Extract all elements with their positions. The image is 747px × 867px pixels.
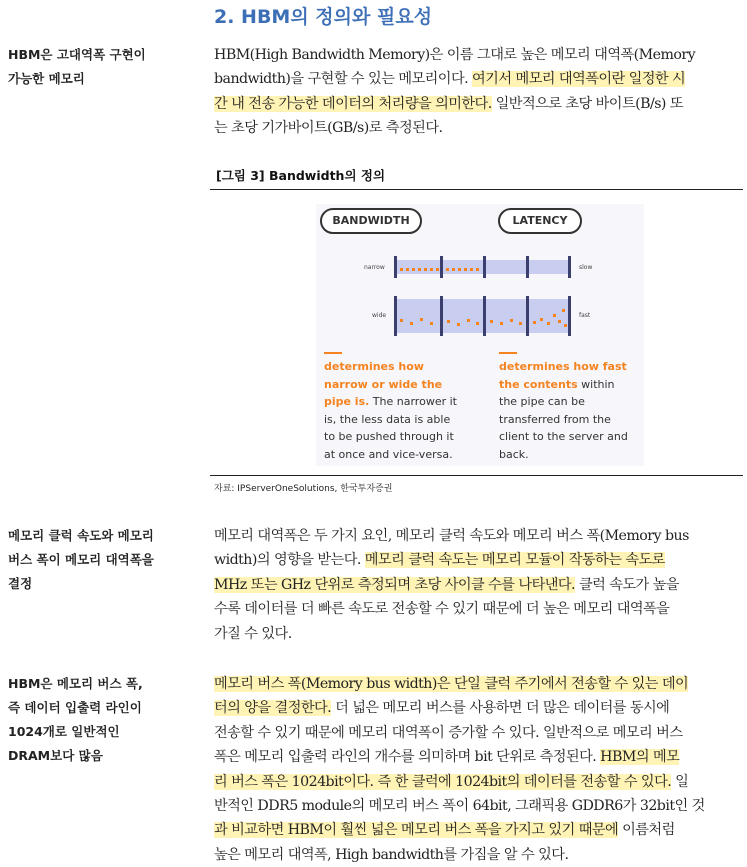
right-orange-dash xyxy=(499,352,517,354)
left-orange-dash xyxy=(324,352,342,354)
body-text: HBM(High Bandwidth Memory)은 이름 그대로 높은 메모리 대역폭(Memory xyxy=(214,47,696,63)
bandwidth-highlight-text: determines how narrow or wide the pipe is. xyxy=(324,360,443,408)
paragraph-line xyxy=(214,770,744,794)
paragraph-line xyxy=(214,843,744,867)
body-text: 가질 수 있다. xyxy=(214,625,292,642)
highlighted-text: 메모리 버스 폭(Memory bus width)은 단일 클럭 주기에서 전송할 수 있는 데이 xyxy=(214,676,689,692)
wide-bar xyxy=(440,296,443,336)
body-text: 높은 메모리 대역폭, High bandwidth를 가짐을 알 수 있다. xyxy=(214,846,569,863)
paragraph-line xyxy=(214,92,744,116)
paragraph-2 xyxy=(214,524,744,646)
body-text: 수록 데이터를 더 빠른 속도로 전송할 수 있기 때문에 더 높은 메모리 대역폭을 xyxy=(214,601,670,618)
side-note-line: 버스 폭이 메모리 대역폭을 xyxy=(8,552,154,567)
wide-bar xyxy=(568,296,571,336)
paragraph-1 xyxy=(214,43,744,141)
side-note-1 xyxy=(8,43,188,91)
label-wide: wide xyxy=(372,312,387,319)
side-note-line: HBM은 고대역폭 구현이 xyxy=(8,47,146,62)
paragraph-line xyxy=(214,573,744,597)
bandwidth-pill: BANDWIDTH xyxy=(320,208,422,234)
section-title: 2. HBM의 정의와 필요성 xyxy=(214,6,433,28)
wide-bar xyxy=(483,296,486,336)
side-note-line: 가능한 메모리 xyxy=(8,71,85,86)
highlighted-text: 메모리 클럭 속도는 메모리 모듈이 작동하는 속도로 xyxy=(364,552,665,569)
highlighted-text: HBM의 메모 xyxy=(600,749,680,766)
body-text: 메모리 대역폭은 두 가지 요인, 메모리 클럭 속도와 메모리 버스 폭(Memory bus xyxy=(214,528,689,544)
paragraph-line xyxy=(214,818,744,842)
latency-highlight-text: determines how fast the contents xyxy=(499,360,627,391)
latency-pill: LATENCY xyxy=(498,208,582,234)
body-text: width)의 영향을 받는다. xyxy=(214,552,365,569)
figure-bottom-rule xyxy=(210,475,743,476)
body-text: 일반적으로 초당 바이트(B/s) 또 xyxy=(491,95,684,112)
paragraph-line xyxy=(214,67,744,91)
wide-bar xyxy=(526,296,529,336)
side-note-line: HBM은 메모리 버스 폭, xyxy=(8,676,143,691)
body-text: bandwidth)을 구현할 수 있는 메모리이다. xyxy=(214,71,473,88)
paragraph-line xyxy=(214,524,744,548)
figure-top-rule xyxy=(210,189,743,190)
paragraph-3 xyxy=(214,672,744,867)
body-text: 일 xyxy=(671,773,689,790)
highlighted-text: 리 버스 폭은 1024bit이다. 즉 한 클럭에 1024bit의 데이터를 전송할 수 있다. xyxy=(214,773,672,790)
body-text: 전송할 수 있기 때문에 메모리 대역폭이 증가할 수 있다. 일반적으로 메모리 버스 xyxy=(214,724,683,741)
paragraph-line xyxy=(214,721,744,745)
side-note-line: 결정 xyxy=(8,576,33,591)
latency-description: determines how fast the contents within the pipe can be transferred from the client to the server and back. xyxy=(499,360,628,461)
side-note-line: DRAM보다 많음 xyxy=(8,748,103,763)
highlighted-text: 간 내 전송 가능한 데이터의 처리량을 의미한다. xyxy=(214,95,492,112)
wide-bar xyxy=(394,296,397,336)
narrow-bar xyxy=(568,256,571,278)
side-note-3 xyxy=(8,672,188,768)
highlighted-text: 여기서 메모리 대역폭이란 일정한 시 xyxy=(472,71,686,88)
paragraph-line xyxy=(214,597,744,621)
narrow-bar xyxy=(394,256,397,278)
side-note-line: 메모리 클럭 속도와 메모리 xyxy=(8,528,154,543)
paragraph-line xyxy=(214,622,744,646)
bandwidth-description: determines how narrow or wide the pipe is. The narrower it is, the less data is able to be pushed through it at once and vice-versa. xyxy=(324,360,457,461)
highlighted-text: 터의 양을 결정한다. xyxy=(214,700,332,717)
body-text: 반적인 DDR5 module의 메모리 버스 폭이 64bit, 그래픽용 GDDR6가 32bit인 것 xyxy=(214,798,705,815)
paragraph-line xyxy=(214,745,744,769)
label-slow: slow xyxy=(579,264,593,271)
body-text: 는 초당 기가바이트(GB/s)로 측정된다. xyxy=(214,120,443,137)
figure-caption: [그림 3] Bandwidth의 정의 xyxy=(216,168,386,183)
body-text: 더 넓은 메모리 버스를 사용하면 더 많은 데이터를 동시에 xyxy=(331,700,670,717)
side-note-2 xyxy=(8,524,188,596)
side-note-line: 즉 데이터 입출력 라인이 xyxy=(8,700,142,715)
body-text: 폭은 메모리 입출력 라인의 개수를 의미하며 bit 단위로 측정된다. xyxy=(214,749,601,766)
paragraph-line xyxy=(214,672,744,696)
narrow-bar xyxy=(440,256,443,278)
side-note-line: 1024개로 일반적인 xyxy=(8,724,120,739)
paragraph-line xyxy=(214,696,744,720)
figure-source: 자료: IPServerOneSolutions, 한국투자증권 xyxy=(214,484,393,494)
bandwidth-figure xyxy=(316,204,644,466)
narrow-bar xyxy=(483,256,486,278)
paragraph-line xyxy=(214,794,744,818)
paragraph-line xyxy=(214,548,744,572)
paragraph-line xyxy=(214,43,744,67)
highlighted-text: MHz 또는 GHz 단위로 측정되며 초당 사이클 수를 나타낸다. xyxy=(214,576,575,593)
narrow-bar xyxy=(526,256,529,278)
paragraph-line xyxy=(214,116,744,140)
pipe-diagram xyxy=(316,204,644,344)
body-text: 이름처럼 xyxy=(618,822,675,839)
highlighted-text: 과 비교하면 HBM이 훨씬 넓은 메모리 버스 폭을 가지고 있기 때문에 xyxy=(214,822,619,839)
label-fast: fast xyxy=(579,312,591,319)
label-narrow: narrow xyxy=(364,264,385,271)
body-text: 클럭 속도가 높을 xyxy=(575,576,679,593)
